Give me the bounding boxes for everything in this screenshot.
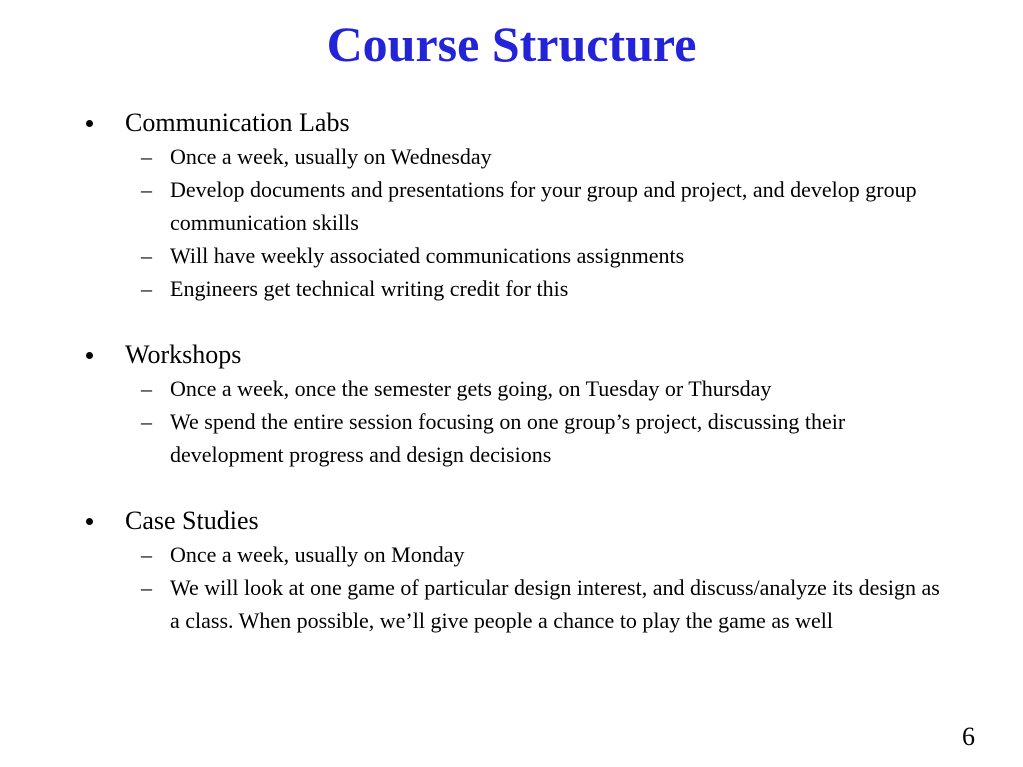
sub-list — [0, 140, 1000, 305]
dash-icon: – — [141, 276, 152, 301]
dash-icon: – — [141, 409, 152, 434]
sub-item — [0, 538, 1000, 571]
dash-icon: – — [141, 575, 152, 600]
sub-item — [0, 272, 1000, 305]
section-communication-labs — [0, 106, 1000, 305]
section-workshops — [0, 338, 1000, 471]
bullet-item — [0, 504, 1000, 538]
bullet-dot-icon — [86, 352, 93, 359]
sub-item — [0, 239, 1000, 272]
section-heading: Workshops — [125, 340, 242, 369]
sub-item-text: Engineers get technical writing credit for this — [170, 276, 569, 301]
bullet-item — [0, 106, 1000, 140]
sub-list — [0, 538, 1000, 637]
sub-item — [0, 571, 1000, 637]
sub-item-text: We spend the entire session focusing on one group’s project, discussing their development progress and design decisions — [170, 409, 846, 467]
bullet-dot-icon — [86, 120, 93, 127]
section-heading: Communication Labs — [125, 108, 350, 137]
sub-list — [0, 372, 1000, 471]
sub-item-text: We will look at one game of particular design interest, and discuss/analyze its design as a class. When possible, we’ll give people a chance to play the game as well — [170, 575, 940, 633]
dash-icon: – — [141, 243, 152, 268]
bullet-item — [0, 338, 1000, 372]
sub-item — [0, 140, 1000, 173]
sub-item — [0, 405, 1000, 471]
page-number: 6 — [962, 722, 975, 751]
sub-item-text: Develop documents and presentations for your group and project, and develop group communication skills — [170, 177, 917, 235]
sub-item-text: Once a week, once the semester gets going, on Tuesday or Thursday — [170, 376, 772, 401]
sub-item-text: Once a week, usually on Wednesday — [170, 144, 492, 169]
bullet-dot-icon — [86, 518, 93, 525]
dash-icon: – — [141, 376, 152, 401]
dash-icon: – — [141, 144, 152, 169]
sub-item — [0, 372, 1000, 405]
slide-content — [0, 106, 1000, 637]
sub-item — [0, 173, 1000, 239]
dash-icon: – — [141, 177, 152, 202]
slide-title: Course Structure — [326, 16, 697, 72]
section-heading: Case Studies — [125, 506, 259, 535]
section-case-studies — [0, 504, 1000, 637]
dash-icon: – — [141, 542, 152, 567]
sub-item-text: Once a week, usually on Monday — [170, 542, 465, 567]
sub-item-text: Will have weekly associated communications assignments — [170, 243, 685, 268]
